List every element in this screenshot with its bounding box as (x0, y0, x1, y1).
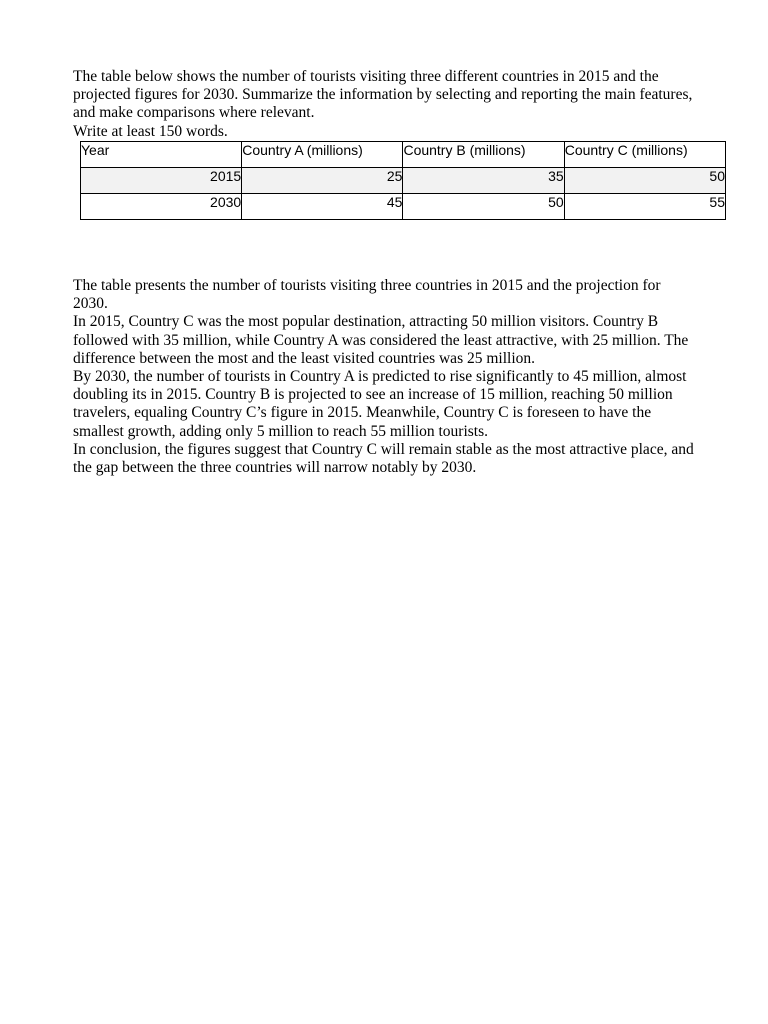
essay-paragraph: In conclusion, the figures suggest that Country C will remain stable as the most attractive place, and the gap between the three countries will narrow notably by 2030. (73, 440, 694, 477)
table-cell: 35 (403, 168, 564, 194)
prompt-word-count: Write at least 150 words. (73, 122, 228, 140)
table-header-cell: Country B (millions) (403, 142, 564, 168)
table-cell: 2030 (81, 194, 242, 220)
table-cell: 50 (403, 194, 564, 220)
table-header-cell: Country C (millions) (564, 142, 725, 168)
table-cell: 45 (242, 194, 403, 220)
task-prompt (73, 68, 703, 141)
essay-paragraph: In 2015, Country C was the most popular destination, attracting 50 million visitors. Country B followed with 35 million, while Country A was considered the least attractive, with 25 million. The difference between the most and the least visited countries was 25 million. (73, 313, 689, 367)
table-cell: 25 (242, 168, 403, 194)
table-row (81, 168, 726, 194)
table-cell: 55 (564, 194, 725, 220)
essay-response (73, 277, 698, 477)
prompt-instructions: The table below shows the number of tourists visiting three different countries in 2015 and the projected figures for 2030. Summarize the information by selecting and reporting the main features, and make comparisons where relevant. (73, 68, 693, 122)
table-cell: 2015 (81, 168, 242, 194)
tourist-data-table (80, 141, 726, 220)
table-header-cell: Country A (millions) (242, 142, 403, 168)
essay-paragraph: By 2030, the number of tourists in Country A is predicted to rise significantly to 45 million, almost doubling its in 2015. Country B is projected to see an increase of 15 million, reaching 50 million travelers, equaling Country C’s figure in 2015. Meanwhile, Country C is foreseen to have the smallest growth, adding only 5 million to reach 55 million tourists. (73, 368, 687, 440)
essay-paragraph: The table presents the number of tourists visiting three countries in 2015 and the projection for 2030. (73, 277, 661, 313)
table-header-row (81, 142, 726, 168)
table-cell: 50 (564, 168, 725, 194)
table-row (81, 194, 726, 220)
table-header-cell: Year (81, 142, 242, 168)
